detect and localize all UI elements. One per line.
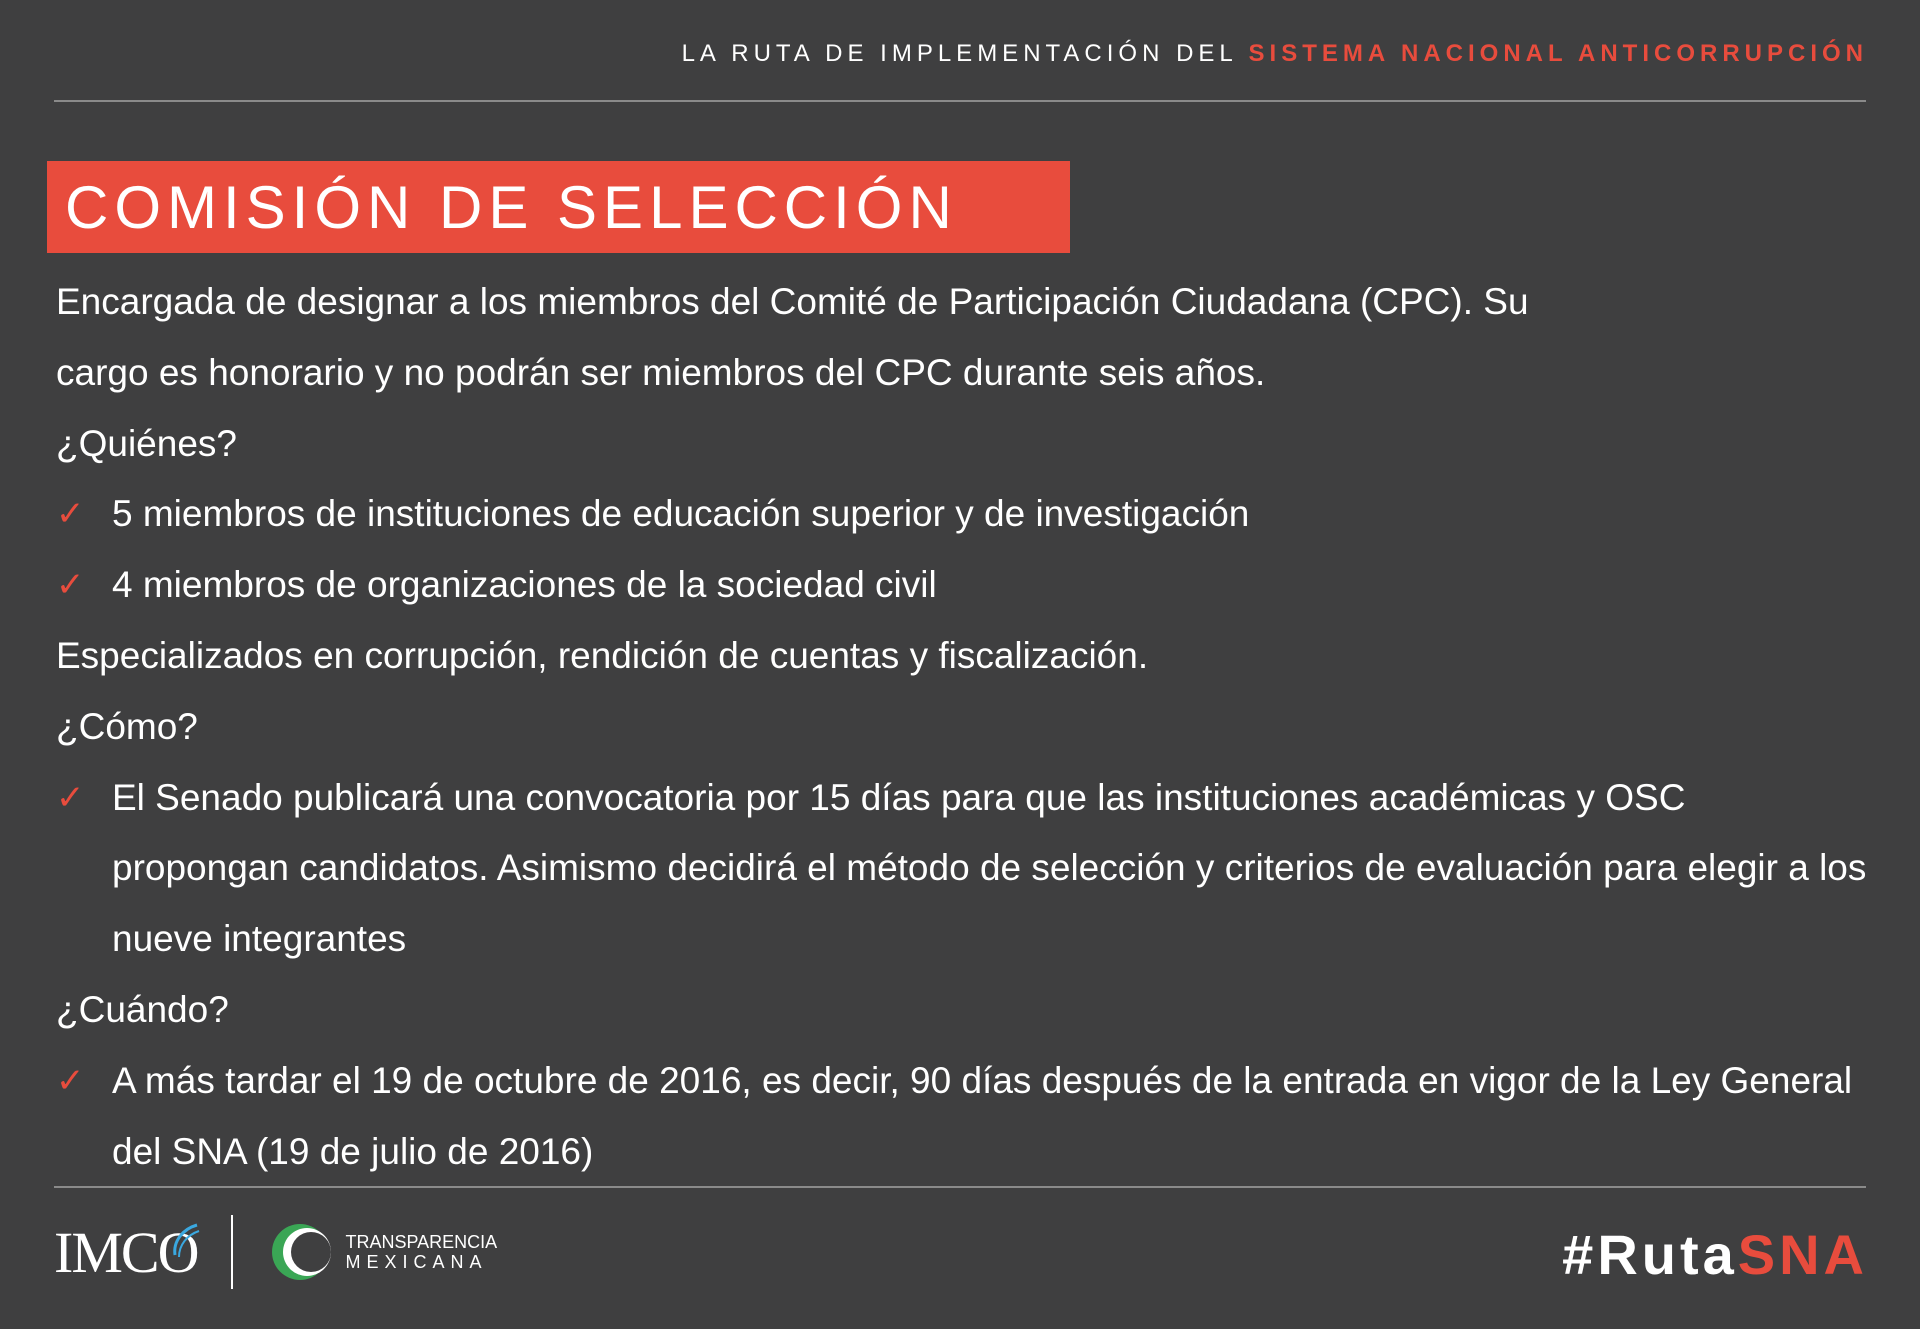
imco-swoosh-icon [171,1221,201,1261]
quienes-note: Especializados en corrupción, rendición de cuentas y fiscalización. [56,634,1149,676]
hashtag [1562,1222,1868,1287]
list-item-text: A más tardar el 19 de octubre de 2016, es decir, 90 días después de la entrada en vigor de la Ley General del SNA (19 de julio de 2016) [112,1059,1853,1172]
intro-line-1: Encargada de designar a los miembros del Comité de Participación Ciudadana (CPC). Su [56,281,1529,322]
como-question: ¿Cómo? [56,705,198,747]
list-item-text: 4 miembros de organizaciones de la sociedad civil [112,564,937,606]
check-icon: ✓ [56,495,85,534]
imco-logo-icon [54,1219,201,1286]
check-icon: ✓ [56,1061,85,1100]
intro-line-2: cargo es honorario y no podrán ser miembros del CPC durante seis años. [56,351,1266,393]
list-item-text: 5 miembros de instituciones de educación superior y de investigación [112,493,1250,535]
list-item [56,1046,1868,1188]
tm-line-2: MEXICANA [345,1252,488,1272]
page-title: COMISIÓN DE SELECCIÓN [65,173,958,241]
tm-circle-icon [267,1220,335,1284]
header-title [682,40,1868,68]
check-icon: ✓ [56,778,85,817]
list-item [56,479,1868,550]
bottom-divider [54,1186,1866,1188]
hashtag-accent: SNA [1737,1223,1868,1286]
header-highlight: SISTEMA NACIONAL ANTICORRUPCIÓN [1248,40,1868,67]
tm-line-1: TRANSPARENCIA [345,1232,498,1252]
quienes-question: ¿Quiénes? [56,422,237,464]
title-banner [47,161,1070,253]
footer-logos [54,1212,497,1292]
list-item-text: El Senado publicará una convocatoria por 15 días para que las instituciones académicas y OSC propongan candidatos. Asimismo decidirá el método de selección y criterios de evaluación para elegir a los nueve integrantes [112,776,1867,960]
hashtag-prefix: #Ruta [1562,1223,1738,1286]
cuando-question: ¿Cuándo? [56,988,229,1030]
header-prefix: LA RUTA DE IMPLEMENTACIÓN DEL [681,40,1237,67]
top-divider [54,100,1866,102]
transparencia-mexicana-logo-icon [267,1220,497,1284]
list-item [56,763,1868,975]
main-content [56,267,1868,1187]
list-item [56,550,1868,621]
check-icon: ✓ [56,566,85,605]
imco-logo-text: IMCO [54,1219,198,1285]
logo-divider [231,1215,233,1289]
